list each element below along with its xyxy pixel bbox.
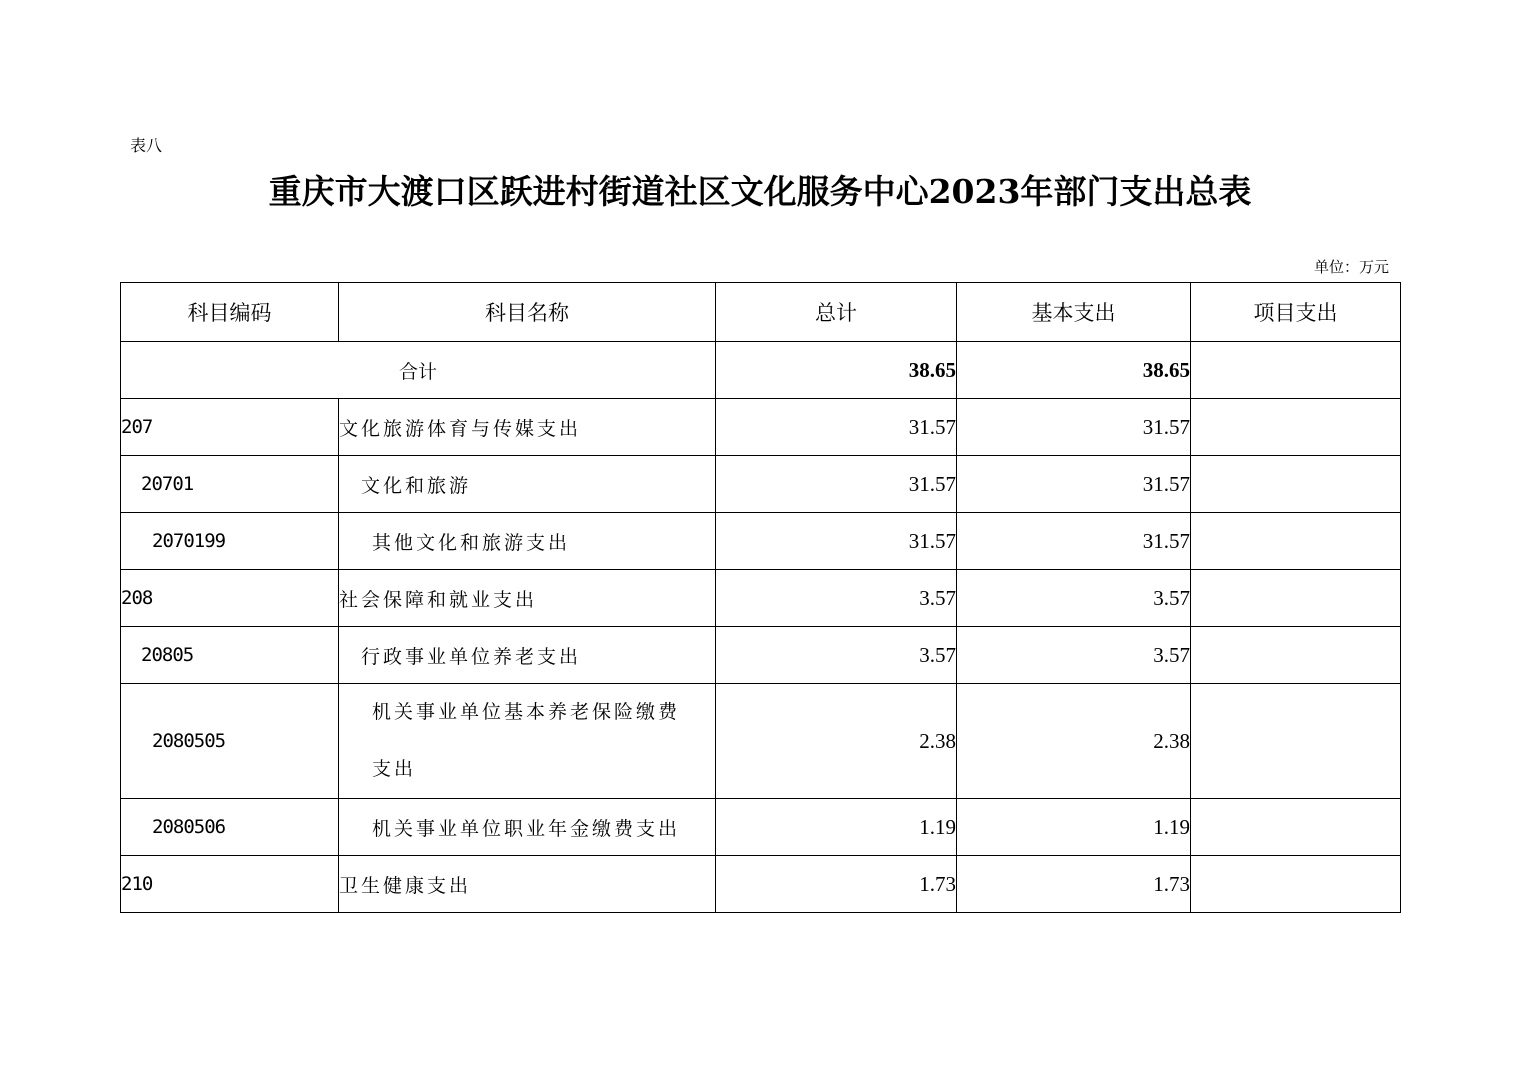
row-project [1191,799,1401,856]
row-code: 207 [121,399,339,456]
row-project [1191,570,1401,627]
row-code: 2070199 [121,513,339,570]
row-project [1191,513,1401,570]
row-code: 210 [121,856,339,913]
row-project [1191,456,1401,513]
row-code: 20805 [121,627,339,684]
row-project [1191,399,1401,456]
row-total: 1.73 [716,856,957,913]
table-number-label: 表八 [130,136,163,155]
row-basic: 2.38 [957,684,1191,799]
header-project: 项目支出 [1191,283,1401,342]
row-basic: 31.57 [957,399,1191,456]
table-row [121,799,1401,856]
row-project [1191,856,1401,913]
row-basic: 1.19 [957,799,1191,856]
document-title: 重庆市大渡口区跃进村街道社区文化服务中心2023年部门支出总表 [268,172,1252,211]
row-project [1191,627,1401,684]
row-total: 31.57 [716,456,957,513]
table-row [121,399,1401,456]
row-name: 机关事业单位基本养老保险缴费支出 [339,684,716,799]
row-basic: 1.73 [957,856,1191,913]
row-total: 31.57 [716,513,957,570]
table-header-row [121,283,1401,342]
expense-table [120,282,1401,913]
summary-total: 38.65 [716,342,957,399]
row-name: 其他文化和旅游支出 [339,513,716,570]
row-name: 卫生健康支出 [339,856,716,913]
row-project [1191,684,1401,799]
row-basic: 3.57 [957,627,1191,684]
row-name: 机关事业单位职业年金缴费支出 [339,799,716,856]
summary-row [121,342,1401,399]
table-row [121,684,1401,799]
summary-project [1191,342,1401,399]
header-code: 科目编码 [121,283,339,342]
row-total: 31.57 [716,399,957,456]
row-name: 行政事业单位养老支出 [339,627,716,684]
row-basic: 31.57 [957,456,1191,513]
summary-basic: 38.65 [957,342,1191,399]
row-code: 2080505 [121,684,339,799]
row-total: 2.38 [716,684,957,799]
row-total: 3.57 [716,570,957,627]
row-total: 1.19 [716,799,957,856]
summary-label: 合计 [121,342,716,399]
header-name: 科目名称 [339,283,716,342]
row-code: 20701 [121,456,339,513]
row-code: 208 [121,570,339,627]
row-name: 社会保障和就业支出 [339,570,716,627]
row-basic: 3.57 [957,570,1191,627]
table-row [121,456,1401,513]
header-total: 总计 [716,283,957,342]
header-basic: 基本支出 [957,283,1191,342]
table-row [121,627,1401,684]
table-row [121,856,1401,913]
table-row [121,513,1401,570]
unit-label: 单位：万元 [1313,258,1389,276]
row-basic: 31.57 [957,513,1191,570]
row-name: 文化旅游体育与传媒支出 [339,399,716,456]
row-name: 文化和旅游 [339,456,716,513]
row-code: 2080506 [121,799,339,856]
row-total: 3.57 [716,627,957,684]
table-row [121,570,1401,627]
